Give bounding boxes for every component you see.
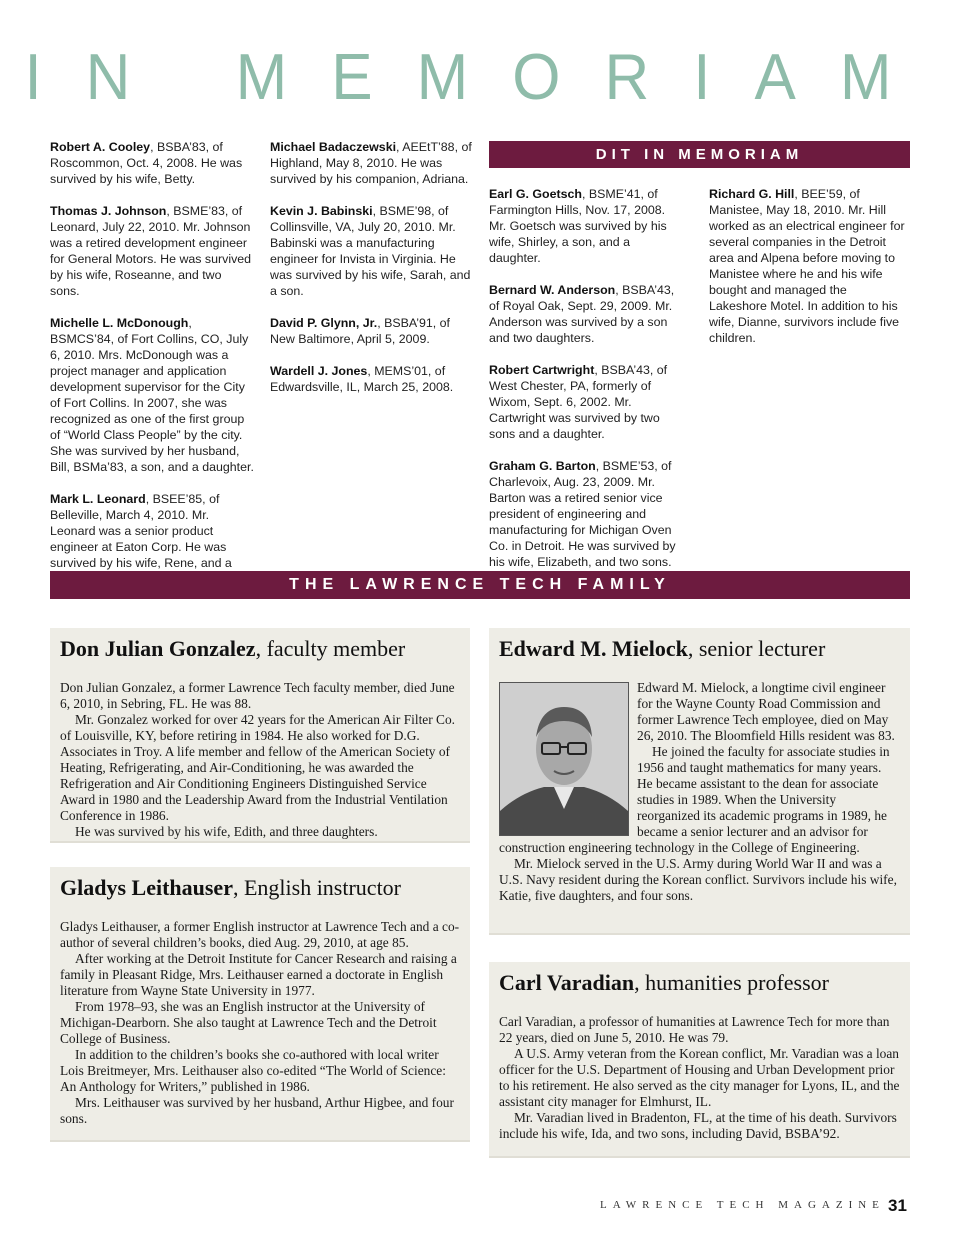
- obituary-heading: [60, 873, 460, 903]
- obituary-role: , English instructor: [232, 875, 402, 900]
- page-number: 31: [888, 1196, 907, 1215]
- memoriam-entry: [50, 315, 254, 475]
- entry-text: , BSEE’85, of Belleville, March 4, 2010. Mr. Leonard was a senior product engineer at Eaton Corp. He was survived by his wife, Rene, and a: [50, 492, 232, 570]
- obituary-paragraph: Mrs. Leithauser was survived by her husband, Arthur Higbee, and four sons.: [60, 1095, 454, 1126]
- entry-name: Michelle L. McDonough: [50, 316, 189, 330]
- entry-name: David P. Glynn, Jr.: [270, 316, 378, 330]
- entry-name: Michael Badaczewski: [270, 140, 397, 154]
- entry-name: Mark L. Leonard: [50, 492, 146, 506]
- entry-name: Wardell J. Jones: [270, 364, 368, 378]
- dit-column-1: [489, 186, 685, 586]
- memoriam-entry: [50, 139, 254, 187]
- obituary-paragraph: Mr. Varadian lived in Bradenton, FL, at the time of his death. Survivors include his wife, Ida, and two sons, including David, BSBA’92.: [499, 1110, 897, 1141]
- obituary-leithauser: [50, 867, 470, 1142]
- entry-text: , AEEtT’88, of Highland, May 8, 2010. He was survived by his companion, Adriana.: [270, 140, 472, 186]
- entry-text: , BSME’83, of Leonard, July 22, 2010. Mr. Johnson was a retired development engineer for General Motors. He was survived by his wife, Roseanne, and two sons.: [50, 204, 252, 298]
- memoriam-entry: [489, 362, 685, 442]
- entry-name: Kevin J. Babinski: [270, 204, 373, 218]
- entry-text: , BSBA’43, of Royal Oak, Sept. 29, 2009. Mr. Anderson was survived by a son and two daughters.: [489, 283, 675, 345]
- lawrence-tech-family-banner: THE LAWRENCE TECH FAMILY: [50, 571, 910, 599]
- page-title: IN MEMORIAM: [24, 41, 936, 114]
- obituary-paragraph: He was survived by his wife, Edith, and three daughters.: [75, 824, 378, 839]
- obituary-mielock: [489, 628, 910, 935]
- memoriam-column-2: [270, 139, 472, 411]
- memoriam-entry: [489, 458, 685, 570]
- obituary-role: , faculty member: [255, 636, 406, 661]
- entry-text: , BSME’53, of Charlevoix, Aug. 23, 2009. Mr. Barton was a retired senior vice president of engineering and manufacturing for Michigan Oven Co. in Detroit. He was survived by his wife, Elizabeth, and two sons.: [489, 459, 676, 569]
- magazine-footer: LAWRENCE TECH MAGAZINE: [600, 1199, 885, 1211]
- obituary-role: , humanities professor: [634, 970, 829, 995]
- entry-name: Bernard W. Anderson: [489, 283, 616, 297]
- entry-name: Robert Cartwright: [489, 363, 595, 377]
- obituary-role: , senior lecturer: [687, 636, 826, 661]
- obituary-paragraph: Carl Varadian, a professor of humanities at Lawrence Tech for more than 22 years, died on June 5, 2010. He was 79.: [499, 1014, 890, 1045]
- obituary-paragraph: Mr. Mielock served in the U.S. Army during World War II and was a U.S. Navy resident during the Korean conflict. Survivors include his wife, Katie, five daughters, and four sons.: [499, 856, 897, 903]
- obituary-paragraph: After working at the Detroit Institute for Cancer Research and raising a family in Pleasant Ridge, Mrs. Leithauser earned a doctorate in English literature from Wayne State University in 1977.: [60, 951, 457, 998]
- obituary-paragraph: Edward M. Mielock, a longtime civil engineer for the Wayne County Road Commission and former Lawrence Tech employee, died on May 26, 2010. The Bloomfield Hills resident was 83.: [637, 680, 895, 743]
- dit-memoriam-banner: DIT IN MEMORIAM: [489, 141, 910, 168]
- entry-name: Robert A. Cooley: [50, 140, 151, 154]
- entry-text: , BSBA’83, of Roscommon, Oct. 4, 2008. He was survived by his wife, Betty.: [50, 140, 243, 186]
- obituary-heading: [499, 634, 900, 664]
- entry-name: Richard G. Hill: [709, 187, 795, 201]
- obituary-paragraph: From 1978–93, she was an English instructor at the University of Michigan-Dearborn. She also taught at Lawrence Tech and the Detroit College of Business.: [60, 999, 437, 1046]
- memoriam-entry: [489, 186, 685, 266]
- obituary-paragraph: Don Julian Gonzalez, a former Lawrence Tech faculty member, died June 6, 2010, in Sebring, FL. He was 88.: [60, 680, 455, 711]
- entry-text: , BEE’59, of Manistee, May 18, 2010. Mr. Hill worked as an electrical engineer for several companies in the Detroit area and Alpena before moving to Manistee where he and his wife bought and managed the Lakeshore Motel. In addition to his wife, Dianne, survivors include five children.: [709, 187, 905, 345]
- entry-text: , MEMS’01, of Edwardsville, IL, March 25, 2008.: [270, 364, 454, 394]
- obituary-paragraph: In addition to the children’s books she co-authored with local writer Lois Breitmeyer, Mrs. Leithauser also co-edited “The World of Science: An Anthology for Writers,” published in 1986.: [60, 1047, 446, 1094]
- memoriam-entry: [270, 363, 472, 395]
- obituary-heading: [499, 968, 900, 998]
- obituary-paragraph: Mr. Gonzalez worked for over 42 years for the American Air Filter Co. of Louisville, KY, before retiring in 1984. He also worked for D.G. Associates in Troy. A life member and fellow of the American Society of Heating, Refrigerating, and Air-Conditioning, he was awarded the Refrigeration and Air Conditioning Engineers Distinguished Service Award in 1980 and the Leadership Award from the Industrial Ventilation Conference in 1986.: [60, 712, 456, 823]
- memoriam-column-1: [50, 139, 254, 603]
- entry-name: Thomas J. Johnson: [50, 204, 167, 218]
- portrait-image: [500, 683, 628, 835]
- obituary-name: Edward M. Mielock: [499, 636, 688, 661]
- entry-text: , BSME’98, of Collinsville, VA, July 20, 2010. Mr. Babinski was a manufacturing engineer for Invista in Virginia. He was survived by his wife, Sarah, and a son.: [270, 204, 471, 298]
- entry-text: , BSBA’91, of New Baltimore, April 5, 2009.: [270, 316, 450, 346]
- obituary-name: Don Julian Gonzalez: [60, 636, 256, 661]
- obituary-paragraph: A U.S. Army veteran from the Korean conflict, Mr. Varadian was a loan officer for the U.S. Department of Housing and Urban Development prior to his retirement. He also served as the city manager for Lyons, IL, and the assistant city manager for Elmhurst, IL.: [499, 1046, 900, 1109]
- obituary-varadian: [489, 962, 910, 1158]
- obituary-gonzalez: [50, 628, 470, 843]
- entry-name: Earl G. Goetsch: [489, 187, 582, 201]
- entry-text: , BSMCS’84, of Fort Collins, CO, July 6, 2010. Mrs. McDonough was a project manager and application development supervisor for the City of Fort Collins. In 2007, she was recognized as one of the first group of “World Class People” by the city. She was survived by her husband, Bill, BSMa’83, a son, and a daughter.: [50, 316, 254, 474]
- dit-column-2: [709, 186, 907, 362]
- entry-name: Graham G. Barton: [489, 459, 596, 473]
- memoriam-entry: [709, 186, 907, 346]
- entry-text: , BSME’41, of Farmington Hills, Nov. 17, 2008. Mr. Goetsch was survived by his wife, Shirley, a son, and a daughter.: [489, 187, 667, 265]
- memoriam-entry: [489, 282, 685, 346]
- memoriam-entry: [270, 315, 472, 347]
- memoriam-entry: [50, 203, 254, 299]
- obituary-paragraph: Gladys Leithauser, a former English instructor at Lawrence Tech and a co-author of several children’s books, died Aug. 29, 2010, at age 85.: [60, 919, 460, 950]
- obituary-heading: [60, 634, 460, 664]
- entry-text: , BSBA’43, of West Chester, PA, formerly of Wixom, Sept. 6, 2002. Mr. Cartwright was survived by two sons and a daughter.: [489, 363, 668, 441]
- obituary-name: Carl Varadian: [499, 970, 635, 995]
- memoriam-entry: [270, 203, 472, 299]
- obituary-paragraph: He joined the faculty for associate studies in 1956 and taught mathematics for many years. He became assistant to the dean for associate studies in 1989. When the University reorganized its academic programs in 1989, he became a senior lecturer and an advisor for construction engineering technology in the College of Engineering.: [499, 744, 890, 855]
- memoriam-entry: [270, 139, 472, 187]
- obituary-name: Gladys Leithauser: [60, 875, 233, 900]
- portrait-photo: [499, 682, 629, 836]
